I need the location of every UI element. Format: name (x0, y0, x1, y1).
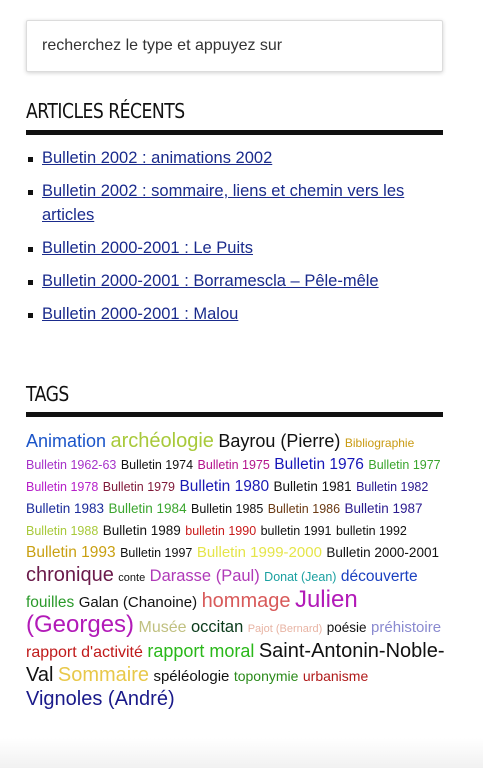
tag-cloud (26, 430, 446, 712)
tag-link[interactable]: Bulletin 1989 (102, 523, 181, 538)
tag-link[interactable]: Bulletin 1982 (356, 480, 429, 494)
bullet-icon (28, 190, 33, 195)
tag-link[interactable]: Musée (138, 619, 187, 636)
tag-link[interactable]: fouilles (26, 594, 75, 611)
tag-link[interactable]: rapport d'activité (26, 644, 143, 661)
bullet-icon (28, 280, 33, 285)
tag-link[interactable]: Vignoles (André) (26, 688, 175, 710)
tag-link[interactable]: toponymie (233, 668, 299, 684)
tag-link[interactable]: bulletin 1992 (335, 524, 407, 538)
title-divider (26, 412, 443, 417)
tag-link[interactable]: conte (118, 572, 146, 584)
list-item (26, 269, 443, 293)
tag-link[interactable]: archéologie (110, 430, 214, 452)
tag-link[interactable]: Bulletin 1975 (197, 458, 270, 472)
tag-link[interactable]: Bulletin 1999-2000 (196, 544, 322, 561)
tag-link[interactable]: Bulletin 1983 (26, 501, 105, 516)
article-link[interactable]: Bulletin 2000-2001 : Borramescla – Pêle-mêle (42, 272, 379, 290)
list-item (26, 179, 443, 227)
tags-title: TAGS (26, 382, 69, 406)
recent-articles-title: ARTICLES RÉCENTS (26, 99, 185, 123)
tag-link[interactable]: Animation (26, 431, 107, 451)
tag-link[interactable]: Bulletin 1987 (344, 501, 423, 516)
tag-link[interactable]: urbanisme (302, 668, 369, 684)
tag-link[interactable]: Bulletin 1981 (273, 479, 352, 494)
tag-link[interactable]: Donat (Jean) (264, 570, 337, 584)
tag-link[interactable]: bulletin 1990 (185, 524, 257, 538)
tag-link[interactable]: bulletin 1991 (260, 524, 332, 538)
tag-link[interactable]: Bulletin 1977 (368, 458, 441, 472)
tag-link[interactable]: Bulletin 1986 (267, 502, 341, 516)
tag-link[interactable]: hommage (201, 590, 291, 612)
tag-link[interactable]: Bulletin 1974 (120, 458, 194, 472)
tag-link[interactable]: rapport moral (147, 641, 255, 661)
tag-link[interactable]: Bulletin 1979 (102, 480, 176, 494)
tag-link[interactable]: Bulletin 1962-63 (26, 458, 117, 472)
search-input[interactable] (27, 21, 442, 71)
tag-link[interactable]: Sommaire (57, 664, 150, 686)
article-link[interactable]: Bulletin 2002 : animations 2002 (42, 149, 273, 167)
article-link[interactable]: Bulletin 2000-2001 : Malou (42, 305, 239, 323)
search-box[interactable] (26, 20, 443, 72)
tag-link[interactable]: chronique (26, 564, 114, 586)
tag-link[interactable]: Bulletin 1985 (191, 502, 264, 516)
article-link[interactable]: Bulletin 2002 : sommaire, liens et chemin vers les articles (42, 182, 405, 224)
list-item (26, 302, 443, 326)
list-item (26, 146, 443, 170)
article-link[interactable]: Bulletin 2000-2001 : Le Puits (42, 239, 253, 257)
tag-link[interactable]: Bulletin 1980 (179, 478, 270, 495)
bullet-icon (28, 247, 33, 252)
tag-link[interactable]: Bayrou (Pierre) (218, 431, 341, 451)
recent-articles-list (26, 146, 443, 335)
tag-link[interactable]: Bulletin 2000-2001 (326, 545, 439, 560)
bullet-icon (28, 157, 33, 162)
title-divider (26, 130, 443, 135)
tag-link[interactable]: occitan (190, 618, 244, 636)
tag-link[interactable]: spéléologie (153, 668, 230, 685)
bottom-fade (0, 738, 483, 768)
tag-link[interactable]: découverte (340, 568, 418, 585)
tag-link[interactable]: Bulletin 1997 (120, 546, 193, 560)
bullet-icon (28, 313, 33, 318)
tag-link[interactable]: Bulletin 1978 (26, 480, 99, 494)
tag-link[interactable]: Bulletin 1988 (26, 524, 99, 538)
tag-link[interactable]: poésie (326, 620, 367, 635)
tag-link[interactable]: Saint-Antonin-Noble-Val (26, 640, 445, 686)
list-item (26, 236, 443, 260)
tag-link[interactable]: Darasse (Paul) (149, 567, 260, 585)
tag-link[interactable]: Bulletin 1984 (108, 501, 187, 516)
tag-link[interactable]: Bibliographie (344, 436, 415, 450)
tag-link[interactable]: Galan (Chanoine) (78, 594, 198, 611)
tag-link[interactable]: Julien (Georges) (26, 586, 358, 638)
tag-link[interactable]: Bulletin 1993 (26, 544, 116, 561)
tag-link[interactable]: Pajot (Bernard) (247, 623, 323, 635)
tag-link[interactable]: Bulletin 1976 (274, 456, 364, 473)
tag-link[interactable]: préhistoire (371, 619, 442, 636)
